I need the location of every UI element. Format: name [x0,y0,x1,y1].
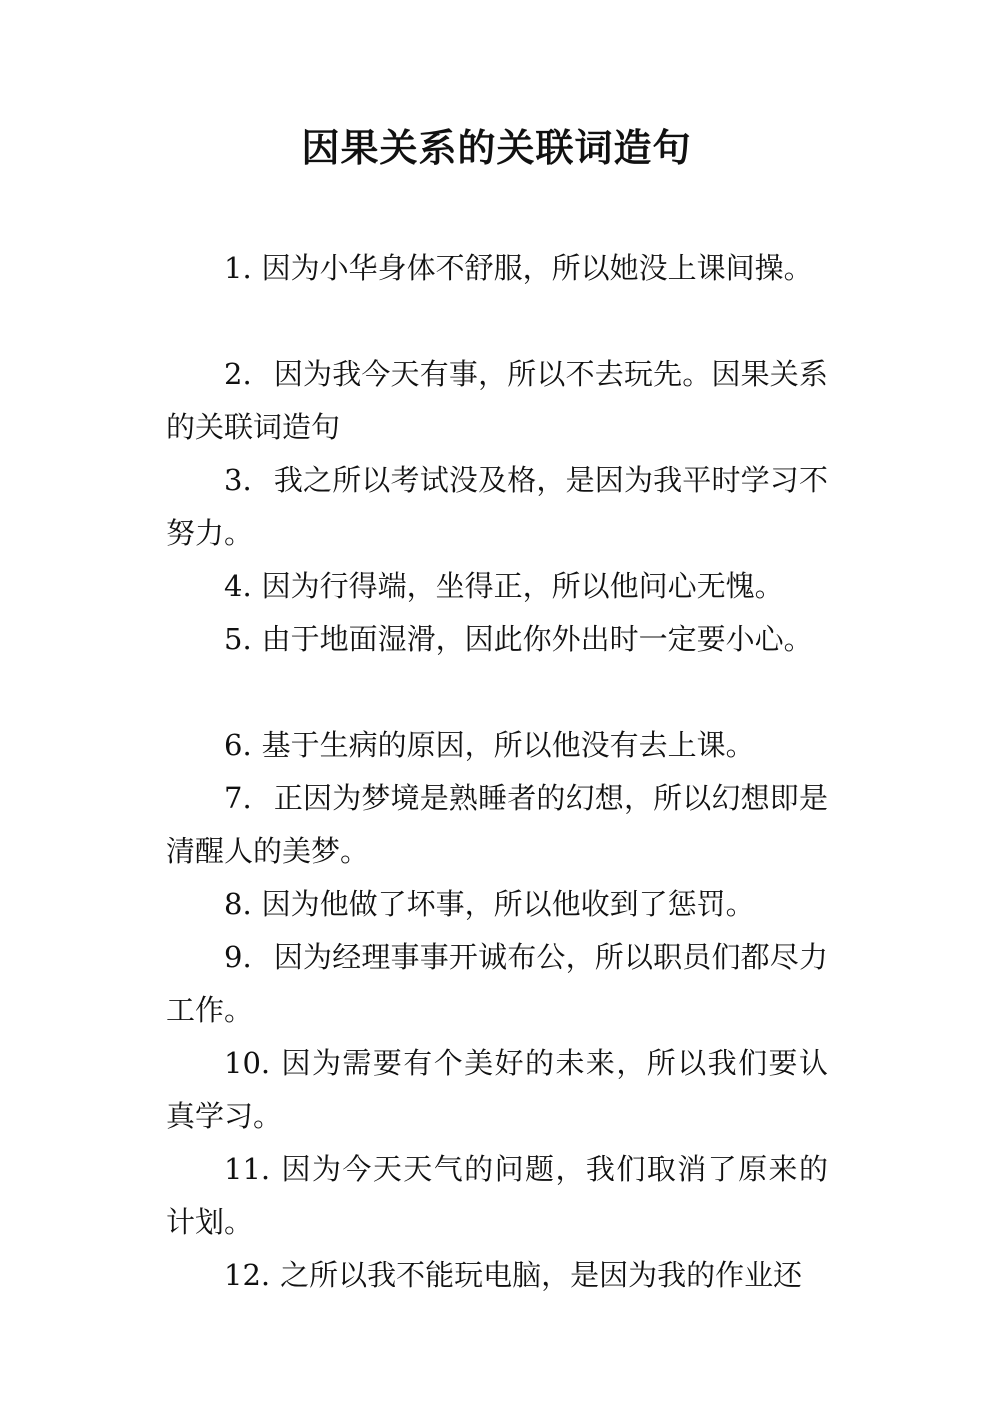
list-item [166,242,828,295]
item-number: 9. [224,940,252,974]
item-number: 10. [224,1046,271,1080]
list-item [166,560,828,613]
list-item [166,348,828,454]
list-item [166,1143,828,1249]
item-text: 因为他做了坏事，所以他收到了惩罚。 [261,887,755,921]
list-item [166,931,828,1037]
item-number: 12. [224,1258,271,1292]
item-text: 之所以我不能玩电脑，是因为我的作业还 [280,1258,803,1292]
item-text: 基于生病的原因，所以他没有去上课。 [261,728,755,762]
list-item [166,719,828,772]
item-text: 我之所以考试没及格，是因为我平时学习不努力。 [166,463,828,550]
item-text: 因为今天天气的问题，我们取消了原来的计划。 [166,1152,828,1239]
item-text: 因为行得端，坐得正，所以他问心无愧。 [261,569,784,603]
list-item [166,878,828,931]
item-number: 3. [224,463,252,497]
item-number: 5. [224,622,252,656]
list-item [166,1037,828,1143]
list-item [166,613,828,666]
item-number: 8. [224,887,252,921]
item-number: 7. [224,781,252,815]
item-text: 因为需要有个美好的未来，所以我们要认真学习。 [166,1046,828,1133]
list-item [166,772,828,878]
item-text: 因为我今天有事，所以不去玩先。因果关系的关联词造句 [166,357,828,444]
document-body [166,242,828,1302]
item-text: 由于地面湿滑，因此你外出时一定要小心。 [261,622,813,656]
item-text: 因为经理事事开诚布公，所以职员们都尽力工作。 [166,940,828,1027]
item-number: 11. [224,1152,271,1186]
list-item [166,454,828,560]
list-item [166,1249,828,1302]
item-number: 2. [224,357,252,391]
item-number: 1. [224,251,252,285]
item-text: 正因为梦境是熟睡者的幻想，所以幻想即是清醒人的美梦。 [166,781,828,868]
item-text: 因为小华身体不舒服，所以她没上课间操。 [261,251,813,285]
item-number: 4. [224,569,252,603]
document-title: 因果关系的关联词造句 [301,126,692,170]
item-number: 6. [224,728,252,762]
